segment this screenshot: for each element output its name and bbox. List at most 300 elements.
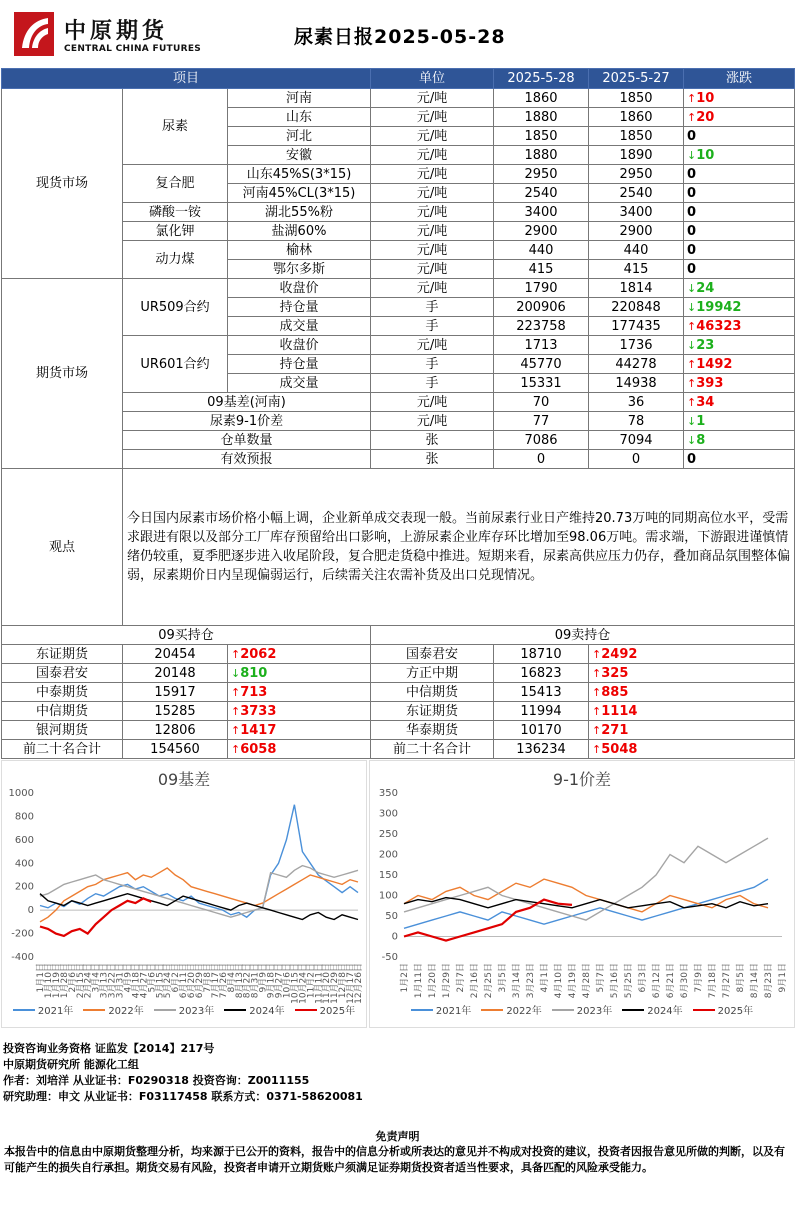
change-cell bbox=[589, 645, 795, 664]
x-tick-label: 6月29日 bbox=[195, 963, 205, 999]
value-cell: 2900 bbox=[494, 222, 589, 241]
x-tick-label: 2月25日 bbox=[484, 963, 494, 999]
legend-label: 2022年 bbox=[506, 1006, 542, 1017]
change-cell bbox=[228, 702, 371, 721]
x-tick-label: 4月1日 bbox=[540, 963, 550, 993]
change-value: 19942 bbox=[696, 299, 742, 315]
change-value: 10 bbox=[696, 147, 715, 163]
change-value: 10 bbox=[696, 90, 715, 106]
unit-cell: 元/吨 bbox=[371, 222, 494, 241]
legend-item bbox=[552, 1002, 612, 1017]
change-cell bbox=[684, 279, 795, 298]
legend-swatch bbox=[481, 1009, 503, 1011]
change-cell bbox=[684, 355, 795, 374]
unit-cell: 手 bbox=[371, 298, 494, 317]
change-value: 885 bbox=[601, 684, 629, 700]
y-tick-label: 50 bbox=[385, 911, 398, 922]
report-header bbox=[0, 0, 795, 68]
x-tick-label: 12月26日 bbox=[354, 963, 364, 1004]
sub-label: 河南 bbox=[228, 89, 371, 108]
group-label: 氯化钾 bbox=[123, 222, 228, 241]
spread-chart bbox=[369, 760, 795, 1028]
change-value: 2492 bbox=[601, 646, 638, 662]
header-date1: 2025-5-28 bbox=[494, 69, 589, 89]
sub-label: 山东 bbox=[228, 108, 371, 127]
change-value: 0 bbox=[687, 242, 697, 258]
legend-item bbox=[693, 1002, 753, 1017]
sell-value: 10170 bbox=[494, 721, 589, 740]
x-tick-label: 5月7日 bbox=[596, 963, 606, 993]
item-label: 尿素9-1价差 bbox=[123, 412, 371, 431]
charts-area bbox=[1, 760, 795, 1028]
change-value: 2062 bbox=[240, 646, 277, 662]
change-value: 0 bbox=[687, 223, 697, 239]
x-tick-label: 11月2日 bbox=[306, 963, 317, 999]
x-tick-label: 11月11日 bbox=[314, 963, 325, 1004]
x-tick-label: 6月20日 bbox=[187, 963, 198, 999]
change-value: 325 bbox=[601, 665, 629, 681]
change-cell bbox=[228, 645, 371, 664]
change-cell bbox=[684, 222, 795, 241]
arrow-up-icon: ↑ bbox=[231, 647, 241, 661]
unit-cell: 元/吨 bbox=[371, 146, 494, 165]
chart-legend bbox=[2, 1002, 366, 1017]
value-cell: 1713 bbox=[494, 336, 589, 355]
legend-item bbox=[622, 1002, 682, 1017]
sub-label: 成交量 bbox=[228, 317, 371, 336]
x-tick-label: 4月27日 bbox=[139, 963, 150, 999]
unit-cell: 元/吨 bbox=[371, 241, 494, 260]
change-cell bbox=[684, 165, 795, 184]
change-value: 810 bbox=[240, 665, 268, 681]
change-cell bbox=[684, 184, 795, 203]
legend-item bbox=[224, 1002, 284, 1017]
unit-cell: 元/吨 bbox=[371, 127, 494, 146]
x-tick-label: 3月13日 bbox=[99, 963, 110, 999]
sell-value: 18710 bbox=[494, 645, 589, 664]
value-cell: 3400 bbox=[589, 203, 684, 222]
arrow-up-icon: ↑ bbox=[687, 110, 697, 124]
x-tick-label: 1月28日 bbox=[59, 963, 70, 999]
view-row bbox=[2, 469, 795, 626]
sub-label: 湖北55%粉 bbox=[228, 203, 371, 222]
value-cell: 78 bbox=[589, 412, 684, 431]
buy-broker: 中泰期货 bbox=[2, 683, 123, 702]
x-tick-label: 3月4日 bbox=[91, 963, 102, 993]
x-tick-label: 8月22日 bbox=[242, 963, 253, 999]
disclaimer-text: 本报告中的信息由中原期货整理分析，均来源于已公开的资料，报告中的信息分析或所表达的意见并不构成对投资的建议，投资者因报告意见所做的判断，以及有可能产生的损失自行承担。期货交易有风险，投资者申请开立期货账户须满足证券期货投资者适当性要求，具备匹配的风险承受能力。 bbox=[4, 1145, 785, 1174]
value-cell: 1890 bbox=[589, 146, 684, 165]
x-tick-label: 7月17日 bbox=[210, 963, 221, 999]
x-tick-label: 3月31日 bbox=[115, 963, 126, 999]
position-row bbox=[2, 721, 795, 740]
value-cell: 2950 bbox=[494, 165, 589, 184]
y-tick-label: 200 bbox=[14, 881, 34, 893]
group-label: 磷酸一铵 bbox=[123, 203, 228, 222]
x-tick-label: 8月13日 bbox=[234, 963, 245, 999]
position-header-row bbox=[2, 626, 795, 645]
change-value: 1 bbox=[696, 413, 706, 429]
change-cell bbox=[589, 683, 795, 702]
value-cell: 415 bbox=[589, 260, 684, 279]
sub-label: 收盘价 bbox=[228, 279, 371, 298]
buy-broker: 中信期货 bbox=[2, 702, 123, 721]
y-tick-label: 0 bbox=[27, 905, 34, 917]
value-cell: 1736 bbox=[589, 336, 684, 355]
change-cell bbox=[589, 702, 795, 721]
sub-label: 河南45%CL(3*15) bbox=[228, 184, 371, 203]
view-label: 观点 bbox=[2, 469, 123, 626]
legend-item bbox=[481, 1002, 541, 1017]
y-tick-label: 1000 bbox=[8, 788, 34, 799]
series-line bbox=[40, 868, 358, 922]
x-tick-label: 2月24日 bbox=[83, 963, 94, 999]
x-tick-label: 1月11日 bbox=[414, 963, 424, 999]
legend-swatch bbox=[295, 1009, 317, 1011]
item-label: 仓单数量 bbox=[123, 431, 371, 450]
unit-cell: 元/吨 bbox=[371, 203, 494, 222]
change-cell bbox=[589, 740, 795, 759]
series-line bbox=[40, 894, 358, 920]
buy-broker: 东证期货 bbox=[2, 645, 123, 664]
x-tick-label: 1月1日 bbox=[36, 963, 46, 993]
basis-plot bbox=[2, 761, 368, 1029]
x-tick-label: 5月15日 bbox=[155, 963, 166, 999]
author-line: 作者：刘培洋 从业证书：F0290318 投资咨询：Z0011155 bbox=[3, 1074, 310, 1087]
arrow-up-icon: ↑ bbox=[592, 704, 602, 718]
arrow-up-icon: ↑ bbox=[231, 742, 241, 756]
sub-label: 成交量 bbox=[228, 374, 371, 393]
legend-swatch bbox=[154, 1009, 176, 1011]
value-cell: 2540 bbox=[494, 184, 589, 203]
legend-swatch bbox=[622, 1009, 644, 1011]
x-tick-label: 11月29日 bbox=[330, 963, 341, 1004]
change-value: 0 bbox=[687, 261, 697, 277]
x-tick-label: 6月30日 bbox=[680, 963, 690, 999]
value-cell: 177435 bbox=[589, 317, 684, 336]
change-value: 0 bbox=[687, 204, 697, 220]
arrow-up-icon: ↑ bbox=[687, 376, 697, 390]
item-label: 有效预报 bbox=[123, 450, 371, 469]
x-tick-label: 8月4日 bbox=[226, 963, 237, 993]
sub-label: 河北 bbox=[228, 127, 371, 146]
x-tick-label: 10月6日 bbox=[282, 963, 293, 999]
x-tick-label: 1月2日 bbox=[400, 963, 410, 993]
logo-icon bbox=[14, 12, 54, 56]
value-cell: 2540 bbox=[589, 184, 684, 203]
x-tick-label: 3月5日 bbox=[498, 963, 508, 993]
arrow-down-icon: ↓ bbox=[687, 281, 697, 295]
change-cell bbox=[684, 260, 795, 279]
change-value: 0 bbox=[687, 451, 697, 467]
legend-label: 2022年 bbox=[108, 1006, 144, 1017]
x-tick-label: 1月29日 bbox=[442, 963, 452, 999]
legend-item bbox=[154, 1002, 214, 1017]
unit-cell: 元/吨 bbox=[371, 279, 494, 298]
legend-swatch bbox=[693, 1009, 715, 1011]
x-tick-label: 4月9日 bbox=[123, 963, 134, 993]
spread-plot bbox=[370, 761, 795, 1029]
value-cell: 200906 bbox=[494, 298, 589, 317]
x-tick-label: 10月24日 bbox=[298, 963, 309, 1004]
disclaimer-title: 免责声明 bbox=[375, 1130, 420, 1143]
legend-label: 2025年 bbox=[717, 1006, 754, 1017]
y-tick-label: 800 bbox=[14, 811, 34, 823]
buy-broker: 前二十名合计 bbox=[2, 740, 123, 759]
x-tick-label: 6月2日 bbox=[171, 963, 182, 993]
series-line bbox=[404, 838, 768, 920]
value-cell: 45770 bbox=[494, 355, 589, 374]
y-tick-label: 250 bbox=[378, 829, 398, 840]
arrow-down-icon: ↓ bbox=[231, 666, 241, 680]
arrow-up-icon: ↑ bbox=[592, 647, 602, 661]
x-tick-label: 4月10日 bbox=[554, 963, 564, 999]
y-tick-label: 350 bbox=[378, 788, 398, 799]
section-label: 期货市场 bbox=[2, 279, 123, 469]
value-cell: 223758 bbox=[494, 317, 589, 336]
buy-broker: 国泰君安 bbox=[2, 664, 123, 683]
x-tick-label: 5月24日 bbox=[163, 963, 174, 999]
x-tick-label: 3月22日 bbox=[107, 963, 118, 999]
x-tick-label: 3月23日 bbox=[526, 963, 536, 999]
change-value: 6058 bbox=[240, 741, 277, 757]
y-tick-label: 150 bbox=[378, 870, 398, 881]
contract-label: UR601合约 bbox=[123, 336, 228, 393]
logo-english: CENTRAL CHINA FUTURES bbox=[64, 44, 202, 54]
arrow-up-icon: ↑ bbox=[592, 666, 602, 680]
value-cell: 70 bbox=[494, 393, 589, 412]
sub-label: 持仓量 bbox=[228, 355, 371, 374]
buy-broker: 银河期货 bbox=[2, 721, 123, 740]
x-tick-label: 9月9日 bbox=[258, 963, 269, 993]
unit-cell: 元/吨 bbox=[371, 89, 494, 108]
x-tick-label: 8月5日 bbox=[736, 963, 746, 993]
x-tick-label: 1月10日 bbox=[43, 963, 54, 999]
legend-item bbox=[411, 1002, 471, 1017]
basis-chart bbox=[1, 760, 367, 1028]
value-cell: 220848 bbox=[589, 298, 684, 317]
change-value: 1114 bbox=[601, 703, 638, 719]
legend-swatch bbox=[13, 1009, 35, 1011]
change-value: 5048 bbox=[601, 741, 638, 757]
x-tick-label: 7月8日 bbox=[202, 963, 213, 993]
legend-swatch bbox=[552, 1009, 574, 1011]
header-item: 项目 bbox=[2, 69, 371, 89]
change-value: 46323 bbox=[696, 318, 742, 334]
sub-label: 盐湖60% bbox=[228, 222, 371, 241]
sub-label: 鄂尔多斯 bbox=[228, 260, 371, 279]
value-cell: 0 bbox=[589, 450, 684, 469]
view-text: 今日国内尿素市场价格小幅上调，企业新单成交表现一般。当前尿素行业日产维持20.73万吨的同期高位水平，受需求跟进有限以及部分工厂库存预留给出口影响，上游尿素企业库存环比增加至98.06万吨。需求端，下游跟进谨慎情绪仍较重，夏季肥逐步进入收尾阶段，复合肥走货稳中推进。短期来看，尿素高供应压力仍存，叠加商品氛围整体偏弱，尿素期价日内呈现偏弱运行，后续需关注农需补货及出口兑现情况。 bbox=[123, 469, 795, 626]
change-cell bbox=[684, 317, 795, 336]
section-label: 现货市场 bbox=[2, 89, 123, 279]
unit-cell: 手 bbox=[371, 374, 494, 393]
change-value: 0 bbox=[687, 128, 697, 144]
sub-label: 安徽 bbox=[228, 146, 371, 165]
value-cell: 3400 bbox=[494, 203, 589, 222]
arrow-up-icon: ↑ bbox=[231, 723, 241, 737]
header-date2: 2025-5-27 bbox=[589, 69, 684, 89]
change-cell bbox=[684, 336, 795, 355]
value-cell: 7094 bbox=[589, 431, 684, 450]
legend-item bbox=[83, 1002, 143, 1017]
unit-cell: 元/吨 bbox=[371, 184, 494, 203]
x-tick-label: 6月11日 bbox=[179, 963, 190, 999]
value-cell: 14938 bbox=[589, 374, 684, 393]
arrow-down-icon: ↓ bbox=[687, 338, 697, 352]
x-tick-label: 4月19日 bbox=[568, 963, 578, 999]
arrow-up-icon: ↑ bbox=[687, 91, 697, 105]
y-tick-label: -400 bbox=[11, 952, 34, 963]
x-tick-label: 12月17日 bbox=[346, 963, 357, 1004]
value-cell: 1850 bbox=[494, 127, 589, 146]
x-tick-label: 9月1日 bbox=[778, 963, 788, 993]
position-row bbox=[2, 664, 795, 683]
change-cell bbox=[228, 664, 371, 683]
x-tick-label: 8月31日 bbox=[250, 963, 261, 999]
position-row bbox=[2, 740, 795, 759]
unit-cell: 手 bbox=[371, 355, 494, 374]
change-value: 23 bbox=[696, 337, 715, 353]
legend-swatch bbox=[83, 1009, 105, 1011]
x-tick-label: 9月27日 bbox=[274, 963, 285, 999]
arrow-up-icon: ↑ bbox=[687, 357, 697, 371]
change-value: 0 bbox=[687, 185, 697, 201]
x-tick-label: 7月18日 bbox=[708, 963, 718, 999]
buy-value: 12806 bbox=[123, 721, 228, 740]
position-row bbox=[2, 702, 795, 721]
sell-broker: 东证期货 bbox=[371, 702, 494, 721]
x-tick-label: 1月20日 bbox=[428, 963, 438, 999]
change-cell bbox=[684, 393, 795, 412]
change-cell bbox=[684, 127, 795, 146]
value-cell: 1860 bbox=[589, 108, 684, 127]
x-tick-label: 6月21日 bbox=[666, 963, 676, 999]
x-tick-label: 2月16日 bbox=[470, 963, 480, 999]
change-value: 713 bbox=[240, 684, 268, 700]
x-tick-label: 12月8日 bbox=[338, 963, 349, 999]
sell-value: 15413 bbox=[494, 683, 589, 702]
buy-title: 09买持仓 bbox=[2, 626, 371, 645]
unit-cell: 张 bbox=[371, 450, 494, 469]
value-cell: 1850 bbox=[589, 127, 684, 146]
chart-legend bbox=[370, 1002, 794, 1017]
arrow-up-icon: ↑ bbox=[592, 742, 602, 756]
y-tick-label: 300 bbox=[378, 808, 398, 820]
x-tick-label: 5月6日 bbox=[147, 963, 158, 993]
page-title: 尿素日报2025-05-28 bbox=[294, 26, 506, 48]
buy-value: 154560 bbox=[123, 740, 228, 759]
arrow-up-icon: ↑ bbox=[231, 685, 241, 699]
legend-label: 2021年 bbox=[37, 1006, 74, 1017]
change-value: 1417 bbox=[240, 722, 277, 738]
x-tick-label: 2月6日 bbox=[67, 963, 78, 993]
x-tick-label: 7月27日 bbox=[722, 963, 732, 999]
change-value: 20 bbox=[696, 109, 715, 125]
x-tick-label: 8月23日 bbox=[764, 963, 774, 999]
unit-cell: 元/吨 bbox=[371, 165, 494, 184]
arrow-down-icon: ↓ bbox=[687, 148, 697, 162]
legend-label: 2025年 bbox=[319, 1006, 356, 1017]
arrow-up-icon: ↑ bbox=[592, 723, 602, 737]
sell-broker: 中信期货 bbox=[371, 683, 494, 702]
arrow-up-icon: ↑ bbox=[592, 685, 602, 699]
value-cell: 1790 bbox=[494, 279, 589, 298]
x-tick-label: 8月14日 bbox=[750, 963, 760, 999]
y-tick-label: 400 bbox=[14, 858, 34, 870]
change-cell bbox=[589, 721, 795, 740]
value-cell: 15331 bbox=[494, 374, 589, 393]
value-cell: 1880 bbox=[494, 108, 589, 127]
item-label: 09基差(河南) bbox=[123, 393, 371, 412]
unit-cell: 元/吨 bbox=[371, 393, 494, 412]
change-value: 271 bbox=[601, 722, 629, 738]
arrow-down-icon: ↓ bbox=[687, 433, 697, 447]
qualification-line: 投资咨询业务资格 证监发【2014】217号 bbox=[3, 1042, 215, 1055]
change-cell bbox=[684, 450, 795, 469]
sub-label: 持仓量 bbox=[228, 298, 371, 317]
group-label: 动力煤 bbox=[123, 241, 228, 279]
legend-swatch bbox=[411, 1009, 433, 1011]
value-cell: 0 bbox=[494, 450, 589, 469]
value-cell: 77 bbox=[494, 412, 589, 431]
change-cell bbox=[684, 431, 795, 450]
value-cell: 440 bbox=[589, 241, 684, 260]
change-cell bbox=[228, 740, 371, 759]
change-value: 393 bbox=[696, 375, 724, 391]
value-cell: 2950 bbox=[589, 165, 684, 184]
x-tick-label: 7月9日 bbox=[694, 963, 704, 993]
change-cell bbox=[684, 146, 795, 165]
value-cell: 1850 bbox=[589, 89, 684, 108]
buy-value: 15917 bbox=[123, 683, 228, 702]
y-tick-label: -50 bbox=[381, 952, 398, 963]
x-tick-label: 2月7日 bbox=[456, 963, 466, 993]
x-tick-label: 2月15日 bbox=[75, 963, 86, 999]
change-value: 8 bbox=[696, 432, 706, 448]
value-cell: 7086 bbox=[494, 431, 589, 450]
legend-swatch bbox=[224, 1009, 246, 1011]
position-row bbox=[2, 683, 795, 702]
x-tick-label: 6月12日 bbox=[652, 963, 662, 999]
chart-title: 09基差 bbox=[157, 770, 211, 789]
sell-broker: 前二十名合计 bbox=[371, 740, 494, 759]
change-cell bbox=[228, 721, 371, 740]
change-value: 3733 bbox=[240, 703, 277, 719]
unit-cell: 元/吨 bbox=[371, 108, 494, 127]
table-row bbox=[2, 279, 795, 298]
sell-value: 136234 bbox=[494, 740, 589, 759]
legend-label: 2023年 bbox=[576, 1006, 613, 1017]
legend-label: 2021年 bbox=[435, 1006, 472, 1017]
x-tick-label: 7月26日 bbox=[218, 963, 229, 999]
assistant-line: 研究助理：申文 从业证书：F03117458 联系方式：0371-58620081 bbox=[3, 1090, 363, 1103]
change-value: 24 bbox=[696, 280, 715, 296]
arrow-down-icon: ↓ bbox=[687, 414, 697, 428]
sell-broker: 华泰期货 bbox=[371, 721, 494, 740]
value-cell: 440 bbox=[494, 241, 589, 260]
change-cell bbox=[684, 108, 795, 127]
x-tick-label: 6月3日 bbox=[638, 963, 648, 993]
legend-item bbox=[13, 1002, 73, 1017]
table-row bbox=[2, 89, 795, 108]
unit-cell: 张 bbox=[371, 431, 494, 450]
sell-value: 16823 bbox=[494, 664, 589, 683]
y-tick-label: 600 bbox=[14, 834, 34, 846]
buy-value: 20454 bbox=[123, 645, 228, 664]
x-tick-label: 4月18日 bbox=[131, 963, 142, 999]
sell-broker: 国泰君安 bbox=[371, 645, 494, 664]
